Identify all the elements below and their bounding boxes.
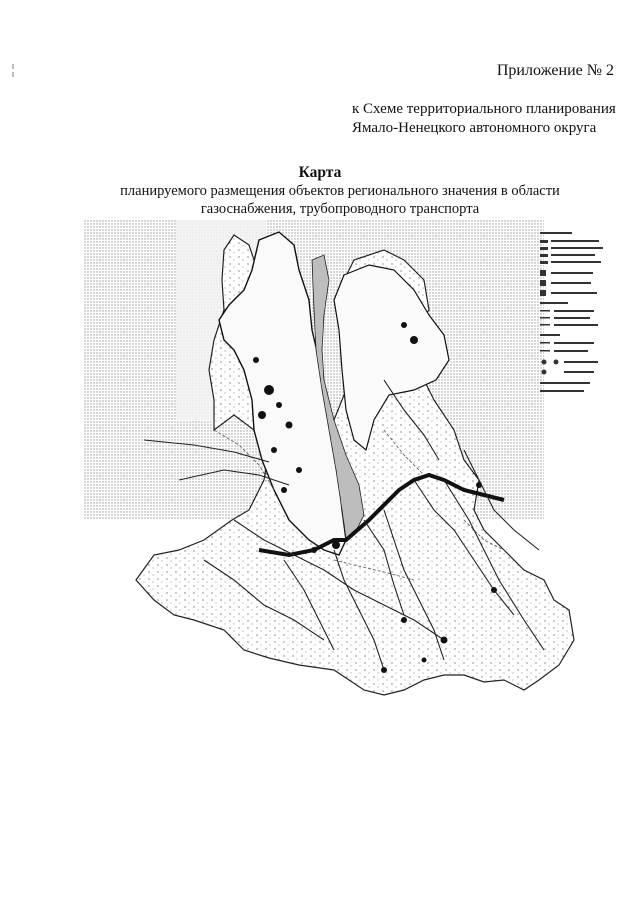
appendix-label: Приложение № 2: [496, 62, 614, 79]
margin-mark: [11, 64, 15, 78]
map-caption-line-1: планируемого размещения объектов регионального значения в области: [120, 183, 560, 199]
map-title: Карта: [298, 164, 342, 181]
subtitle-line-1: к Схеме территориального планирования: [352, 101, 616, 117]
subtitle-line-2: Ямало-Ненецкого автономного округа: [352, 120, 597, 136]
map-caption-line-2: газоснабжения, трубопроводного транспорта: [200, 201, 480, 217]
document-subtitle: [352, 100, 616, 138]
map-legend: [540, 232, 610, 402]
map-caption: [80, 182, 600, 218]
